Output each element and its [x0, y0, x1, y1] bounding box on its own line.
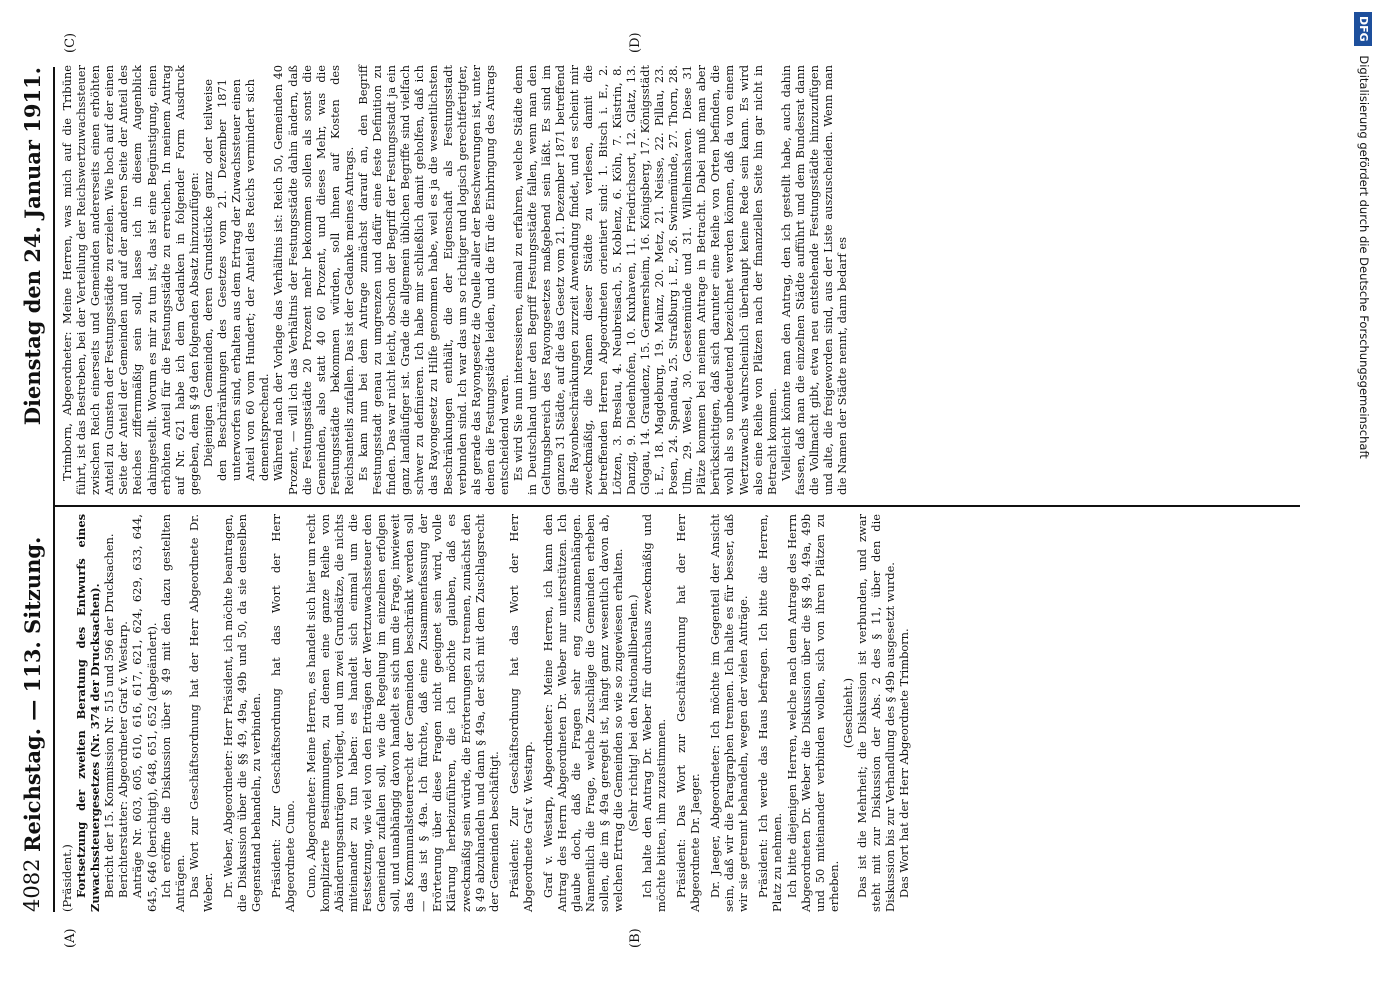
paragraph: Präsident: Zur Geschäftsordnung hat das Wort der Herr Abgeordnete Cuno. — [269, 514, 298, 912]
paragraph: Trimborn, Abgeordneter: Meine Herren, was mich auf die Tribüne führt, ist das Bestreben, bei der Verteilung der Reichswertzuwachssteuer zwischen Reich einerseits und Gemeinden andererseits einen erhöhten Anteil zu Gunsten der Festungsstädte zu erzielen. Wie hoch auf der einen Seite der Anteil der Gemeinden und auf der anderen Seite der Anteil des Reiches ziffernmäßig sein soll, lasse ich in diesem Augenblick dahingestellt. Worum es mir zu tun ist, das ist eine Begünstigung, einen erhöhten Anteil für die Festungsstädte zu erreichen. In meinem Antrag auf Nr. 621 habe ich dem Gedanken in folgender Form Ausdruck gegeben, dem § 49 den folgenden Absatz hinzuzufügen: — [60, 65, 201, 495]
paragraph: Anträge Nr. 603, 605, 610, 616, 617, 621, 624, 629, 633, 644, 645, 646 (berichtigt), 648, 651, 652 (abgeändert). — [130, 514, 159, 912]
paragraph: Berichterstatter: Abgeordneter Graf v. Westarp. — [116, 621, 131, 898]
margin-mark-d: (D) — [628, 32, 643, 53]
paragraph: Das Wort zur Geschäftsordnung hat der Herr Abgeordnete Dr. Weber. — [186, 514, 215, 912]
paragraph: Es kam nun bei dem Antrage zunächst darauf an, den Begriff Festungsstadt genau zu umgrenzen und dafür eine feste Definition zu finden. Das war nicht leicht, obschon der Begriff der Festungsstadt ja ein ganz landläufiger ist. Grade die allgemein üblichen Begriffe sind vielfach schwer zu definieren. Ich habe mir schließlich damit geholfen, daß ich das Rayongesetz zu Hilfe genommen habe, weil es ja die wesentlichsten Beschränkungen enthält, die der Eigenschaft als Festungsstadt verbunden sind. Ich war das um so richtiger und logisch gerechtfertigter, als gerade das Rayongesetz die Quelle aller der Beschwerungen ist, unter denen die Festungsstädte leiden, und die für die Einbringung des Antrags entscheidend waren. — [355, 65, 511, 495]
paragraph: Bericht der 15. Kommission Nr. 515 und 596 der Drucksachen. — [102, 533, 117, 898]
page-number: 4082 — [20, 858, 44, 912]
page-header — [20, 67, 50, 912]
paragraph: Vielleicht könnte man den Antrag, den ich gestellt habe, auch dahin fassen, daß man die einzelnen Städte aufführt und dem Bundesrat dann die Vollmacht gibt, etwa neu entstehende Festungsstädte hinzuzufügen und alte, die freigeworden sind, aus der Liste auszuscheiden. Wenn man die Namen der Städte nennt, dann bedarf es — [778, 65, 850, 495]
paragraph: Ich eröffne die Diskussion über § 49 mit den dazu gestellten Anträgen. — [158, 514, 187, 912]
quoted-motion: Diejenigen Gemeinden, deren Grundstücke ganz oder teilweise den Beschränkungen des Gesetzes vom 21. Dezember 1871 unterworfen sind, erhalten aus dem Ertrag der Zuwachssteuer einen Anteil von 60 vom Hundert; der Anteil des Reichs vermindert sich dementsprechend. — [200, 79, 272, 481]
right-column — [60, 65, 849, 495]
paragraph: Präsident: Zur Geschäftsordnung hat das Wort der Herr Abgeordnete Graf v. Westarp. — [506, 514, 535, 912]
paragraph: Präsident: Das Wort zur Geschäftsordnung hat der Herr Abgeordnete Dr. Jaeger. — [673, 514, 702, 912]
paragraph: Präsident: Ich werde das Haus befragen. Ich bitte die Herren, Platz zu nehmen. — [756, 514, 785, 912]
interjection: (Sehr richtig! bei den Nationalliberalen.) — [625, 594, 640, 832]
margin-mark-b: (B) — [628, 928, 643, 948]
left-column — [60, 514, 911, 912]
paragraph: Das ist die Mehrheit; die Diskussion ist verbunden, und zwar steht mit zur Diskussion der Abs. 2 des § 11, über den die Diskussion bis zur Verhandlung des § 49b ausgesetzt wurde. — [854, 514, 898, 912]
paragraph: Ich halte den Antrag Dr. Weber für durchaus zweckmäßig und möchte bitten, ihm zuzustimmen. — [639, 514, 668, 912]
interjection: (Geschieht.) — [840, 677, 855, 749]
agenda-heading: Fortsetzung der zweiten Beratung des Entwurfs eines Zuwachssteuergesetzes (Nr. 374 der Drucksachen). — [74, 514, 103, 912]
margin-mark-a: (A) — [63, 928, 78, 948]
paragraph: (Präsident.) — [60, 844, 74, 912]
paragraph: Dr. Weber, Abgeordneter: Herr Präsident, ich möchte beantragen, die Diskussion über die §§ 49, 49a, 49b und 50, da sie denselben Gegenstand behandeln, zu verbinden. — [221, 514, 264, 912]
paragraph: Das Wort hat der Herr Abgeordnete Trimborn. — [897, 628, 912, 898]
paragraph: Während nach der Vorlage das Verhältnis ist: Reich 50, Gemeinden 40 Prozent, — will ich das Verhältnis der Festungsstädte dahin ändern, daß die Festungsstädte 20 Prozent mehr bekommen sollen als sonst die Gemeinden, also statt 40 60 Prozent, und dieses Mehr, was die Festungsstädte bekommen würden, soll ihnen auf Kosten des Reichsanteils zufallen. Das ist der Gedanke meines Antrags. — [271, 65, 356, 495]
paragraph: Ich bitte diejenigen Herren, welche nach dem Antrage des Herrn Abgeordneten Dr. Weber die Diskussion über die §§ 49, 49a, 49b und 50 miteinander verbinden wollen, sich von ihren Plätzen zu erheben. — [784, 514, 841, 912]
credit-text: Digitalisierung gefördert durch die Deutsche Forschungsgemeinschaft — [1357, 55, 1371, 459]
header-right-title: Dienstag den 24. Januar 1911. — [20, 67, 45, 426]
header-rule — [53, 67, 55, 912]
column-divider — [55, 505, 1300, 507]
paragraph: Es wird Sie nun interessieren, einmal zu erfahren, welche Städte denn in Deutschland unter den Begriff Festungsstädte fallen, wenn man den Geltungsbereich des Rayongesetzes maßgebend sein läßt. Es sind im ganzen 31 Städte, auf die das Gesetz vom 21. Dezember 1871 betreffend die Rayonbeschränkungen zurzeit Anwendung findet, und es scheint mir zweckmäßig, die Namen dieser Städte zu verlesen, damit die betreffenden Herren Abgeordneten orientiert sind: 1. Bitsch i. E., 2. Lötzen, 3. Breslau, 4. Neubreisach, 5. Koblenz, 6. Köln, 7. Küstrin, 8. Danzig, 9. Diedenhofen, 10. Kuxhaven, 11. Friedrichsort, 12. Glatz, 13. Glogau, 14. Graudenz, 15. Germersheim, 16. Königsberg, 17. Königsstädt i. E., 18. Magdeburg, 19. Mainz, 20. Metz, 21. Neisse, 22. Pillau, 23. Posen, 24. Spandau, 25. Straßburg i. E., 26. Swinemünde, 27. Thorn, 28. Ulm, 29. Wesel, 30. Geestemünde und 31. Wilhelmshaven. Diese 31 Plätze kommen bei meinem Antrage in Betracht. Dabei muß man aber berücksichtigen, daß sich darunter eine Reihe von Orten befinden, die wohl als so unbedeutend bezeichnet werden können, daß da von einem Wertzuwachs wahrscheinlich überhaupt keine Rede sein kann. Es wird also eine Reihe von Plätzen nach der finanziellen Seite hin gar nicht in Betracht kommen. — [511, 65, 779, 495]
paragraph: Dr. Jaeger, Abgeordneter: Ich möchte im Gegenteil der Ansicht sein, daß wir die Paragraphen trennen. Ich halte es für besser, daß wir sie getrennt behandeln, wegen der vielen Anträge. — [708, 514, 751, 912]
digitization-credit — [1352, 12, 1376, 972]
paragraph: Cuno, Abgeordneter: Meine Herren, es handelt sich hier um recht komplizierte Bestimmungen, zu denen eine ganze Reihe von Abänderungsanträgen vorliegt, und um zwei Grundsätze, die nichts miteinander zu tun haben: es handelt sich einmal um die Festsetzung, wie viel von den Erträgen der Wertzuwachssteuer den Gemeinden zufallen soll, wie die Regelung im einzelnen erfolgen soll, und unabhängig davon handelt es sich um die Frage, inwieweit das Kommunalsteuerrecht der Gemeinden beschränkt werden soll — das ist § 49a. Ich fürchte, daß eine Zusammenfassung der Erörterung über diese Fragen nicht geeignet sein wird, volle Klärung herbeizuführen, die ich möchte glauben, daß es zweckmäßig sein würde, die Erörterungen zu trennen, zunächst den § 49 abzuhandeln und dann § 49a, der sich mit dem Zuschlagsrecht der Gemeinden beschäftigt. — [303, 514, 501, 912]
dfg-logo: DFG — [1354, 12, 1372, 46]
paragraph: Graf v. Westarp, Abgeordneter: Meine Herren, ich kann den Antrag des Herrn Abgeordneten Dr. Weber nur unterstützen. Ich glaube doch, daß die Fragen sehr eng zusammenhängen. Namentlich die Frage, welche Zuschläge die Gemeinden erheben sollen, die im § 49a geregelt ist, hängt ganz wesentlich davon ab, welchen Ertrag die Gemeinden so wie so zugewiesen erhalten. — [541, 514, 626, 912]
header-left-title: Reichstag. — 113. Sitzung. — [20, 536, 45, 852]
margin-mark-c: (C) — [63, 32, 78, 53]
